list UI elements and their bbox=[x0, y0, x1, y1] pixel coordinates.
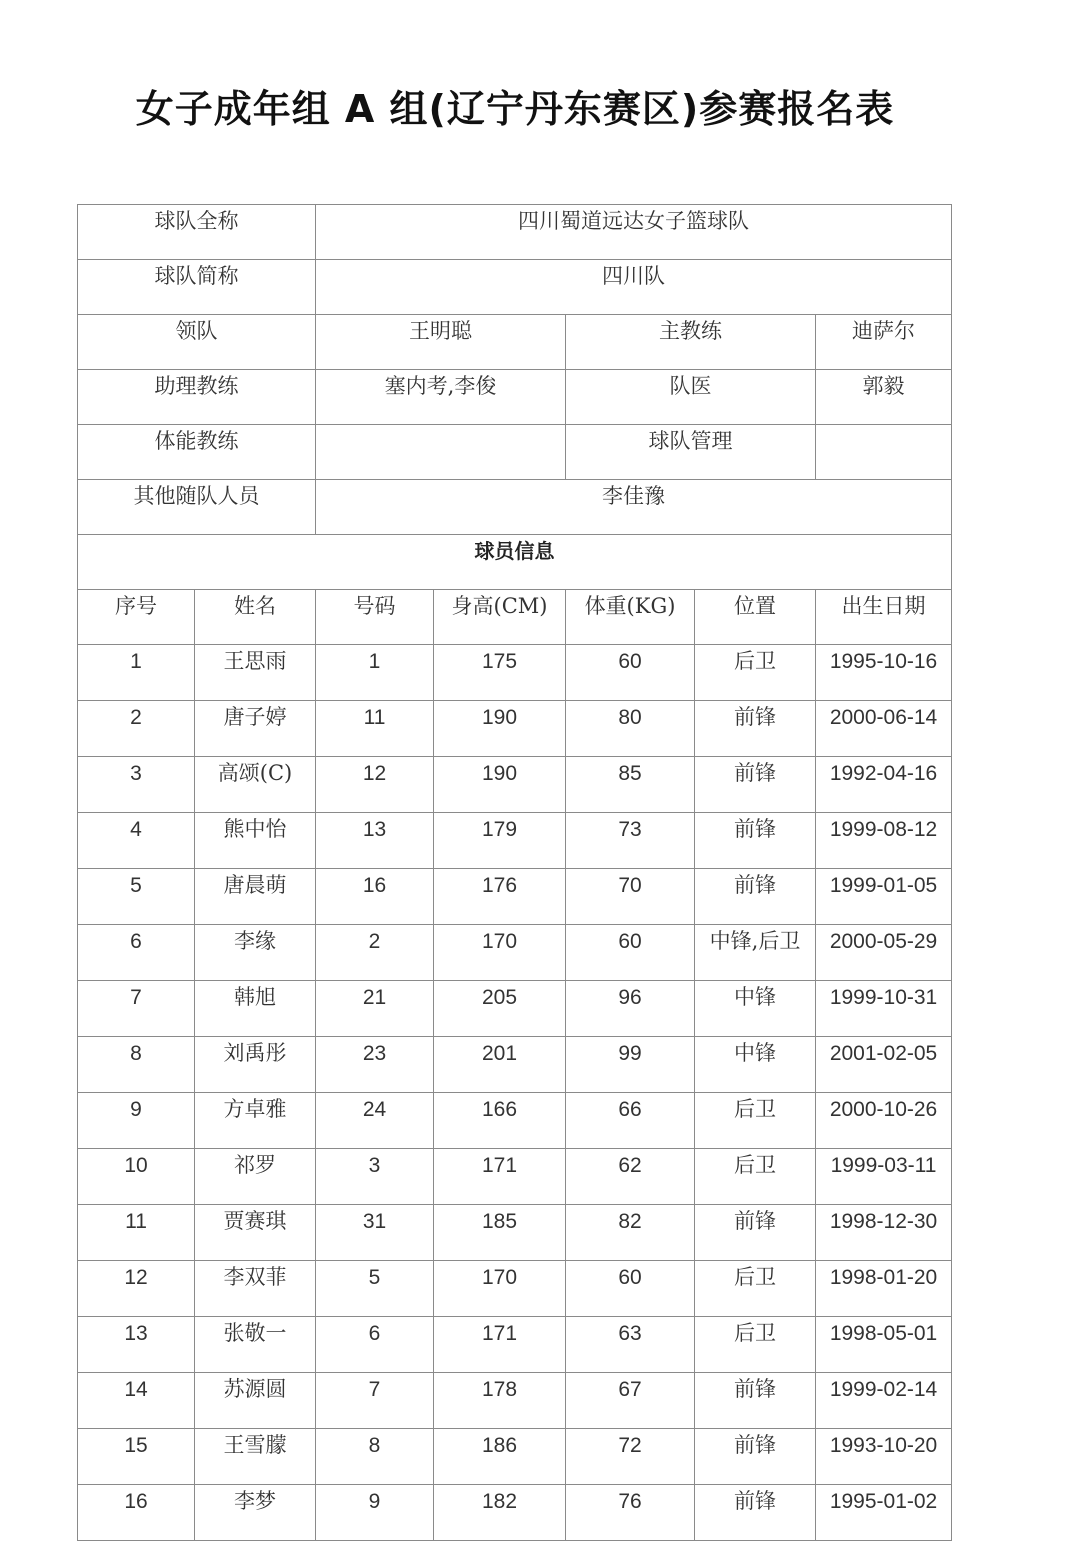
player-position: 前锋 bbox=[695, 1205, 816, 1261]
player-seq: 12 bbox=[78, 1261, 195, 1317]
team-short-name-row bbox=[78, 260, 952, 315]
player-weight: 67 bbox=[566, 1373, 695, 1429]
player-birth: 1992-04-16 bbox=[816, 757, 952, 813]
player-seq: 8 bbox=[78, 1037, 195, 1093]
player-seq: 4 bbox=[78, 813, 195, 869]
player-weight: 70 bbox=[566, 869, 695, 925]
player-name: 方卓雅 bbox=[195, 1093, 316, 1149]
player-seq: 2 bbox=[78, 701, 195, 757]
player-height: 205 bbox=[434, 981, 566, 1037]
player-position: 后卫 bbox=[695, 1149, 816, 1205]
players-section-title: 球员信息 bbox=[78, 535, 952, 590]
player-weight: 85 bbox=[566, 757, 695, 813]
player-birth: 1999-08-12 bbox=[816, 813, 952, 869]
player-number: 11 bbox=[316, 701, 434, 757]
player-name: 唐晨萌 bbox=[195, 869, 316, 925]
player-position: 后卫 bbox=[695, 1093, 816, 1149]
player-row bbox=[78, 981, 952, 1037]
others-row bbox=[78, 480, 952, 535]
player-row bbox=[78, 1093, 952, 1149]
player-position: 中锋 bbox=[695, 981, 816, 1037]
player-birth: 1993-10-20 bbox=[816, 1429, 952, 1485]
player-row bbox=[78, 757, 952, 813]
player-number: 3 bbox=[316, 1149, 434, 1205]
player-number: 8 bbox=[316, 1429, 434, 1485]
team-full-name-value: 四川蜀道远达女子篮球队 bbox=[316, 205, 952, 260]
player-weight: 60 bbox=[566, 645, 695, 701]
team-manager-value bbox=[816, 425, 952, 480]
fitness-coach-value bbox=[316, 425, 566, 480]
team-info-block bbox=[78, 205, 952, 645]
player-weight: 60 bbox=[566, 1261, 695, 1317]
header-weight: 体重(KG) bbox=[566, 590, 695, 645]
player-name: 张敬一 bbox=[195, 1317, 316, 1373]
player-birth: 2001-02-05 bbox=[816, 1037, 952, 1093]
player-row bbox=[78, 1317, 952, 1373]
player-height: 175 bbox=[434, 645, 566, 701]
player-position: 前锋 bbox=[695, 813, 816, 869]
player-height: 190 bbox=[434, 757, 566, 813]
player-height: 186 bbox=[434, 1429, 566, 1485]
player-seq: 1 bbox=[78, 645, 195, 701]
player-number: 31 bbox=[316, 1205, 434, 1261]
player-seq: 7 bbox=[78, 981, 195, 1037]
player-birth: 1998-05-01 bbox=[816, 1317, 952, 1373]
player-name: 李双菲 bbox=[195, 1261, 316, 1317]
player-row bbox=[78, 813, 952, 869]
team-doctor-label: 队医 bbox=[566, 370, 816, 425]
team-manager-label: 球队管理 bbox=[566, 425, 816, 480]
player-row bbox=[78, 1205, 952, 1261]
player-number: 13 bbox=[316, 813, 434, 869]
player-weight: 72 bbox=[566, 1429, 695, 1485]
player-position: 前锋 bbox=[695, 757, 816, 813]
leader-label: 领队 bbox=[78, 315, 316, 370]
player-height: 182 bbox=[434, 1485, 566, 1541]
other-staff-label: 其他随队人员 bbox=[78, 480, 316, 535]
player-number: 16 bbox=[316, 869, 434, 925]
player-number: 21 bbox=[316, 981, 434, 1037]
player-position: 后卫 bbox=[695, 1317, 816, 1373]
player-name: 苏源圆 bbox=[195, 1373, 316, 1429]
player-birth: 1998-12-30 bbox=[816, 1205, 952, 1261]
team-short-name-value: 四川队 bbox=[316, 260, 952, 315]
player-height: 179 bbox=[434, 813, 566, 869]
header-height: 身高(CM) bbox=[434, 590, 566, 645]
head-coach-label: 主教练 bbox=[566, 315, 816, 370]
player-row bbox=[78, 1261, 952, 1317]
player-name: 李缘 bbox=[195, 925, 316, 981]
leader-row bbox=[78, 315, 952, 370]
leader-value: 王明聪 bbox=[316, 315, 566, 370]
player-seq: 15 bbox=[78, 1429, 195, 1485]
player-birth: 1999-02-14 bbox=[816, 1373, 952, 1429]
assistant-row bbox=[78, 370, 952, 425]
player-name: 高颂(C) bbox=[195, 757, 316, 813]
player-number: 9 bbox=[316, 1485, 434, 1541]
player-number: 24 bbox=[316, 1093, 434, 1149]
page-title: 女子成年组 A 组(辽宁丹东赛区)参赛报名表 bbox=[135, 87, 895, 131]
player-birth: 1995-01-02 bbox=[816, 1485, 952, 1541]
player-row bbox=[78, 869, 952, 925]
player-birth: 2000-06-14 bbox=[816, 701, 952, 757]
players-section-row bbox=[78, 535, 952, 590]
player-position: 前锋 bbox=[695, 869, 816, 925]
team-doctor-value: 郭毅 bbox=[816, 370, 952, 425]
player-position: 前锋 bbox=[695, 1373, 816, 1429]
header-seq: 序号 bbox=[78, 590, 195, 645]
player-height: 178 bbox=[434, 1373, 566, 1429]
fitness-coach-label: 体能教练 bbox=[78, 425, 316, 480]
player-height: 190 bbox=[434, 701, 566, 757]
player-weight: 96 bbox=[566, 981, 695, 1037]
assistant-coach-value: 塞内考,李俊 bbox=[316, 370, 566, 425]
player-row bbox=[78, 645, 952, 701]
player-birth: 1995-10-16 bbox=[816, 645, 952, 701]
assistant-coach-label: 助理教练 bbox=[78, 370, 316, 425]
player-seq: 16 bbox=[78, 1485, 195, 1541]
player-seq: 11 bbox=[78, 1205, 195, 1261]
player-height: 176 bbox=[434, 869, 566, 925]
player-birth: 1999-10-31 bbox=[816, 981, 952, 1037]
player-seq: 5 bbox=[78, 869, 195, 925]
player-weight: 76 bbox=[566, 1485, 695, 1541]
player-name: 熊中怡 bbox=[195, 813, 316, 869]
player-row bbox=[78, 1373, 952, 1429]
player-seq: 13 bbox=[78, 1317, 195, 1373]
player-name: 祁罗 bbox=[195, 1149, 316, 1205]
player-position: 中锋,后卫 bbox=[695, 925, 816, 981]
player-seq: 6 bbox=[78, 925, 195, 981]
team-full-name-row bbox=[78, 205, 952, 260]
header-name: 姓名 bbox=[195, 590, 316, 645]
player-row bbox=[78, 925, 952, 981]
player-number: 1 bbox=[316, 645, 434, 701]
player-weight: 62 bbox=[566, 1149, 695, 1205]
player-number: 6 bbox=[316, 1317, 434, 1373]
head-coach-value: 迪萨尔 bbox=[816, 315, 952, 370]
player-number: 7 bbox=[316, 1373, 434, 1429]
player-seq: 14 bbox=[78, 1373, 195, 1429]
player-weight: 63 bbox=[566, 1317, 695, 1373]
player-birth: 2000-05-29 bbox=[816, 925, 952, 981]
player-number: 2 bbox=[316, 925, 434, 981]
player-birth: 1999-01-05 bbox=[816, 869, 952, 925]
player-name: 贾赛琪 bbox=[195, 1205, 316, 1261]
team-short-name-label: 球队简称 bbox=[78, 260, 316, 315]
player-number: 23 bbox=[316, 1037, 434, 1093]
player-weight: 80 bbox=[566, 701, 695, 757]
player-seq: 9 bbox=[78, 1093, 195, 1149]
player-row bbox=[78, 1037, 952, 1093]
player-seq: 10 bbox=[78, 1149, 195, 1205]
player-height: 171 bbox=[434, 1149, 566, 1205]
player-weight: 73 bbox=[566, 813, 695, 869]
player-row bbox=[78, 1149, 952, 1205]
team-full-name-label: 球队全称 bbox=[78, 205, 316, 260]
player-height: 171 bbox=[434, 1317, 566, 1373]
header-birth: 出生日期 bbox=[816, 590, 952, 645]
player-position: 前锋 bbox=[695, 1429, 816, 1485]
fitness-row bbox=[78, 425, 952, 480]
player-seq: 3 bbox=[78, 757, 195, 813]
player-name: 唐子婷 bbox=[195, 701, 316, 757]
player-number: 5 bbox=[316, 1261, 434, 1317]
player-height: 170 bbox=[434, 925, 566, 981]
player-row bbox=[78, 1429, 952, 1485]
player-weight: 60 bbox=[566, 925, 695, 981]
player-name: 李梦 bbox=[195, 1485, 316, 1541]
player-birth: 1999-03-11 bbox=[816, 1149, 952, 1205]
player-height: 201 bbox=[434, 1037, 566, 1093]
header-number: 号码 bbox=[316, 590, 434, 645]
player-name: 刘禹彤 bbox=[195, 1037, 316, 1093]
player-position: 后卫 bbox=[695, 1261, 816, 1317]
player-position: 后卫 bbox=[695, 645, 816, 701]
player-header-row bbox=[78, 590, 952, 645]
player-number: 12 bbox=[316, 757, 434, 813]
player-row bbox=[78, 1485, 952, 1541]
player-weight: 99 bbox=[566, 1037, 695, 1093]
player-name: 王思雨 bbox=[195, 645, 316, 701]
player-birth: 1998-01-20 bbox=[816, 1261, 952, 1317]
player-name: 王雪朦 bbox=[195, 1429, 316, 1485]
player-height: 166 bbox=[434, 1093, 566, 1149]
player-position: 前锋 bbox=[695, 1485, 816, 1541]
other-staff-value: 李佳豫 bbox=[316, 480, 952, 535]
header-position: 位置 bbox=[695, 590, 816, 645]
player-rows bbox=[78, 645, 952, 1541]
player-weight: 66 bbox=[566, 1093, 695, 1149]
registration-table bbox=[77, 204, 952, 1541]
player-height: 185 bbox=[434, 1205, 566, 1261]
player-height: 170 bbox=[434, 1261, 566, 1317]
player-position: 前锋 bbox=[695, 701, 816, 757]
player-name: 韩旭 bbox=[195, 981, 316, 1037]
player-birth: 2000-10-26 bbox=[816, 1093, 952, 1149]
player-row bbox=[78, 701, 952, 757]
player-position: 中锋 bbox=[695, 1037, 816, 1093]
player-weight: 82 bbox=[566, 1205, 695, 1261]
